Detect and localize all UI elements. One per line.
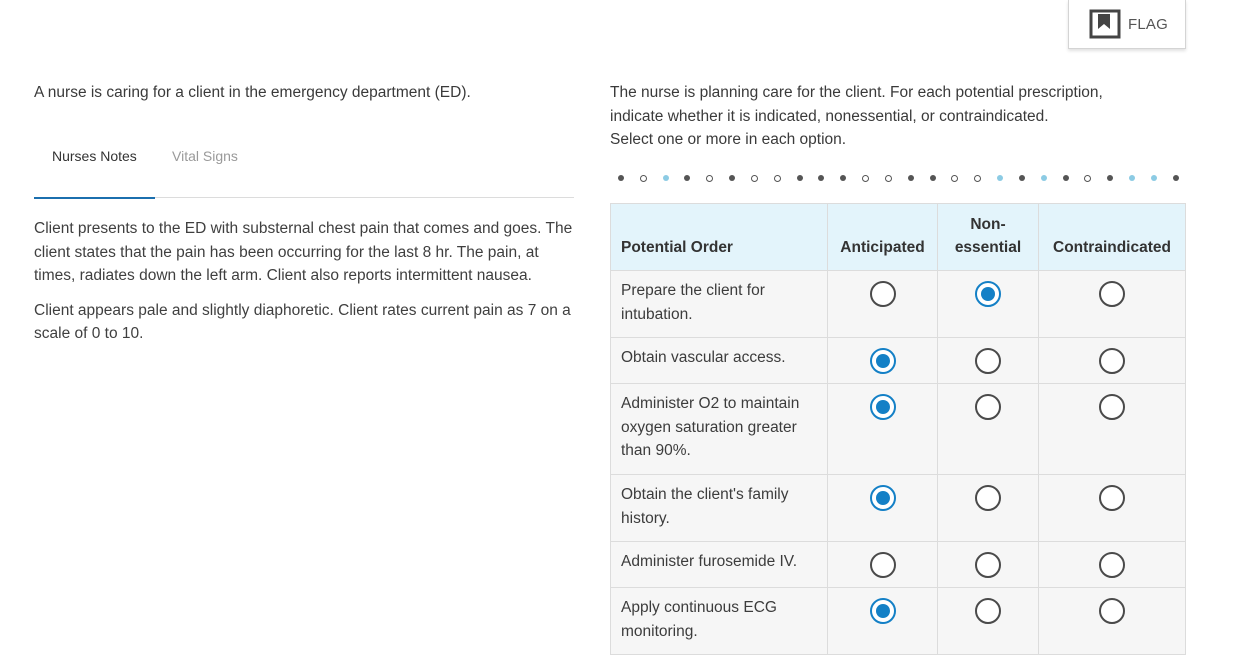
question-instructions [610, 81, 1186, 152]
radio-anticipated[interactable] [870, 394, 896, 420]
progress-dot[interactable] [729, 175, 735, 181]
bookmark-flag-icon [1089, 9, 1121, 39]
progress-dot[interactable] [663, 175, 669, 181]
note-paragraph: Client appears pale and slightly diaphoretic. Client rates current pain as 7 on a scale of 0 to 10. [34, 301, 571, 342]
case-prompt: A nurse is caring for a client in the emergency department (ED). [34, 84, 471, 101]
instruction-line: indicate whether it is indicated, nonessential, or contraindicated. [610, 107, 1049, 125]
progress-dots [610, 172, 1186, 184]
progress-dot[interactable] [885, 175, 892, 182]
order-label: Administer furosemide IV. [611, 542, 828, 588]
table-row [611, 542, 1186, 588]
progress-dot[interactable] [1084, 175, 1091, 182]
progress-dot[interactable] [618, 175, 624, 181]
tab-nurses-notes[interactable]: Nurses Notes [34, 140, 155, 199]
header-anticipated: Anticipated [828, 204, 938, 271]
radio-contraindicated[interactable] [1099, 552, 1125, 578]
header-contraindicated: Contraindicated [1039, 204, 1186, 271]
nurses-notes-content [34, 217, 574, 346]
progress-dot[interactable] [1151, 175, 1157, 181]
radio-nonessential[interactable] [975, 485, 1001, 511]
radio-nonessential[interactable] [975, 348, 1001, 374]
progress-dot[interactable] [706, 175, 713, 182]
header-nonessential-line1: Non- [970, 216, 1006, 233]
right-panel [610, 81, 1186, 152]
table-row [611, 475, 1186, 542]
radio-nonessential[interactable] [975, 394, 1001, 420]
radio-anticipated[interactable] [870, 598, 896, 624]
table-row [611, 384, 1186, 475]
order-matrix [610, 203, 1186, 655]
radio-anticipated[interactable] [870, 485, 896, 511]
left-panel [34, 82, 574, 346]
radio-anticipated[interactable] [870, 348, 896, 374]
progress-dot[interactable] [640, 175, 647, 182]
radio-contraindicated[interactable] [1099, 598, 1125, 624]
instruction-line: Select one or more in each option. [610, 131, 847, 148]
progress-dot[interactable] [1173, 175, 1179, 181]
order-label: Prepare the client for intubation. [611, 271, 828, 338]
progress-dot[interactable] [774, 175, 781, 182]
progress-dot[interactable] [862, 175, 869, 182]
order-label: Apply continuous ECG monitoring. [611, 588, 828, 655]
tab-vital-signs[interactable]: Vital Signs [172, 148, 238, 164]
radio-contraindicated[interactable] [1099, 394, 1125, 420]
instruction-line: The nurse is planning care for the client. For each potential prescription, [610, 84, 1103, 101]
progress-dot[interactable] [1129, 175, 1135, 181]
radio-contraindicated[interactable] [1099, 281, 1125, 307]
header-potential-order: Potential Order [611, 204, 828, 271]
radio-nonessential[interactable] [975, 598, 1001, 624]
order-label: Administer O2 to maintain oxygen saturation greater than 90%. [611, 384, 828, 475]
progress-dot[interactable] [751, 175, 758, 182]
radio-anticipated[interactable] [870, 281, 896, 307]
progress-dot[interactable] [1107, 175, 1113, 181]
radio-nonessential[interactable] [975, 552, 1001, 578]
note-paragraph: Client presents to the ED with substernal chest pain that comes and goes. The client states that the pain has been occurring for the last 8 hr. The pain, at times, radiates down the left arm. Client also reports intermittent nausea. [34, 220, 573, 284]
progress-dot[interactable] [908, 175, 914, 181]
progress-dot[interactable] [797, 175, 803, 181]
radio-contraindicated[interactable] [1099, 485, 1125, 511]
radio-anticipated[interactable] [870, 552, 896, 578]
order-label: Obtain vascular access. [611, 338, 828, 384]
flag-label: FLAG [1128, 15, 1168, 33]
header-nonessential-line2: essential [954, 239, 1022, 256]
progress-dot[interactable] [818, 175, 824, 181]
flag-button[interactable] [1068, 0, 1186, 49]
order-label: Obtain the client's family history. [611, 475, 828, 542]
progress-dot[interactable] [684, 175, 690, 181]
radio-nonessential[interactable] [975, 281, 1001, 307]
tab-bar [34, 140, 574, 198]
progress-dot[interactable] [997, 175, 1003, 181]
progress-dot[interactable] [840, 175, 846, 181]
table-row [611, 271, 1186, 338]
table-row [611, 588, 1186, 655]
progress-dot[interactable] [1019, 175, 1025, 181]
progress-dot[interactable] [974, 175, 981, 182]
progress-dot[interactable] [930, 175, 936, 181]
progress-dot[interactable] [1063, 175, 1069, 181]
progress-dot[interactable] [951, 175, 958, 182]
table-row [611, 338, 1186, 384]
header-nonessential [938, 204, 1039, 271]
progress-dot[interactable] [1041, 175, 1047, 181]
radio-contraindicated[interactable] [1099, 348, 1125, 374]
